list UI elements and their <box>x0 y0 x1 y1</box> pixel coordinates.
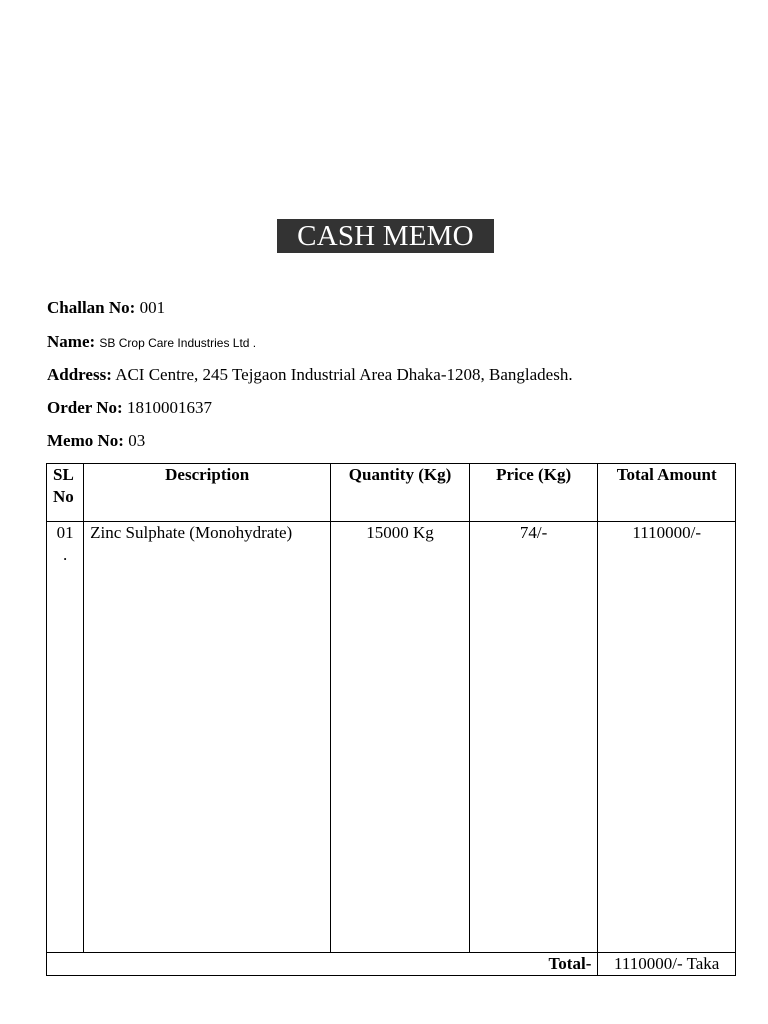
table-row <box>47 522 736 953</box>
total-label: Total- <box>47 953 598 976</box>
document-title: CASH MEMO <box>277 219 494 253</box>
row-description: Zinc Sulphate (Monohydrate) <box>84 522 331 953</box>
items-table <box>46 463 736 976</box>
table-header-row <box>47 464 736 522</box>
total-value: 1110000/- Taka <box>598 953 736 976</box>
order-label: Order No: <box>47 398 123 417</box>
address-field <box>47 365 573 385</box>
header-sl-line2: No <box>53 487 74 506</box>
memo-field <box>47 431 145 451</box>
challan-value: 001 <box>139 298 166 317</box>
order-value: 1810001637 <box>126 398 212 417</box>
row-price: 74/- <box>469 522 598 953</box>
address-label: Address: <box>47 365 112 384</box>
row-total: 1110000/- <box>598 522 736 953</box>
name-value: SB Crop Care Industries Ltd . <box>99 336 257 350</box>
order-field <box>47 398 212 418</box>
challan-label: Challan No: <box>47 298 136 317</box>
address-value: ACI Centre, 245 Tejgaon Industrial Area Dhaka-1208, Bangladesh. <box>115 365 573 384</box>
name-field <box>47 332 256 353</box>
memo-label: Memo No: <box>47 431 124 450</box>
header-description: Description <box>84 464 331 522</box>
header-sl-line1: SL <box>53 465 74 484</box>
memo-value: 03 <box>128 431 146 450</box>
header-quantity: Quantity (Kg) <box>331 464 470 522</box>
header-total: Total Amount <box>598 464 736 522</box>
row-quantity: 15000 Kg <box>331 522 470 953</box>
total-row <box>47 953 736 976</box>
name-label: Name: <box>47 332 96 351</box>
header-sl <box>47 464 84 522</box>
challan-field <box>47 298 165 318</box>
row-sl-line2: . <box>62 545 68 564</box>
row-sl-line1: 01 <box>56 523 74 542</box>
header-price: Price (Kg) <box>469 464 598 522</box>
row-sl <box>47 522 84 953</box>
